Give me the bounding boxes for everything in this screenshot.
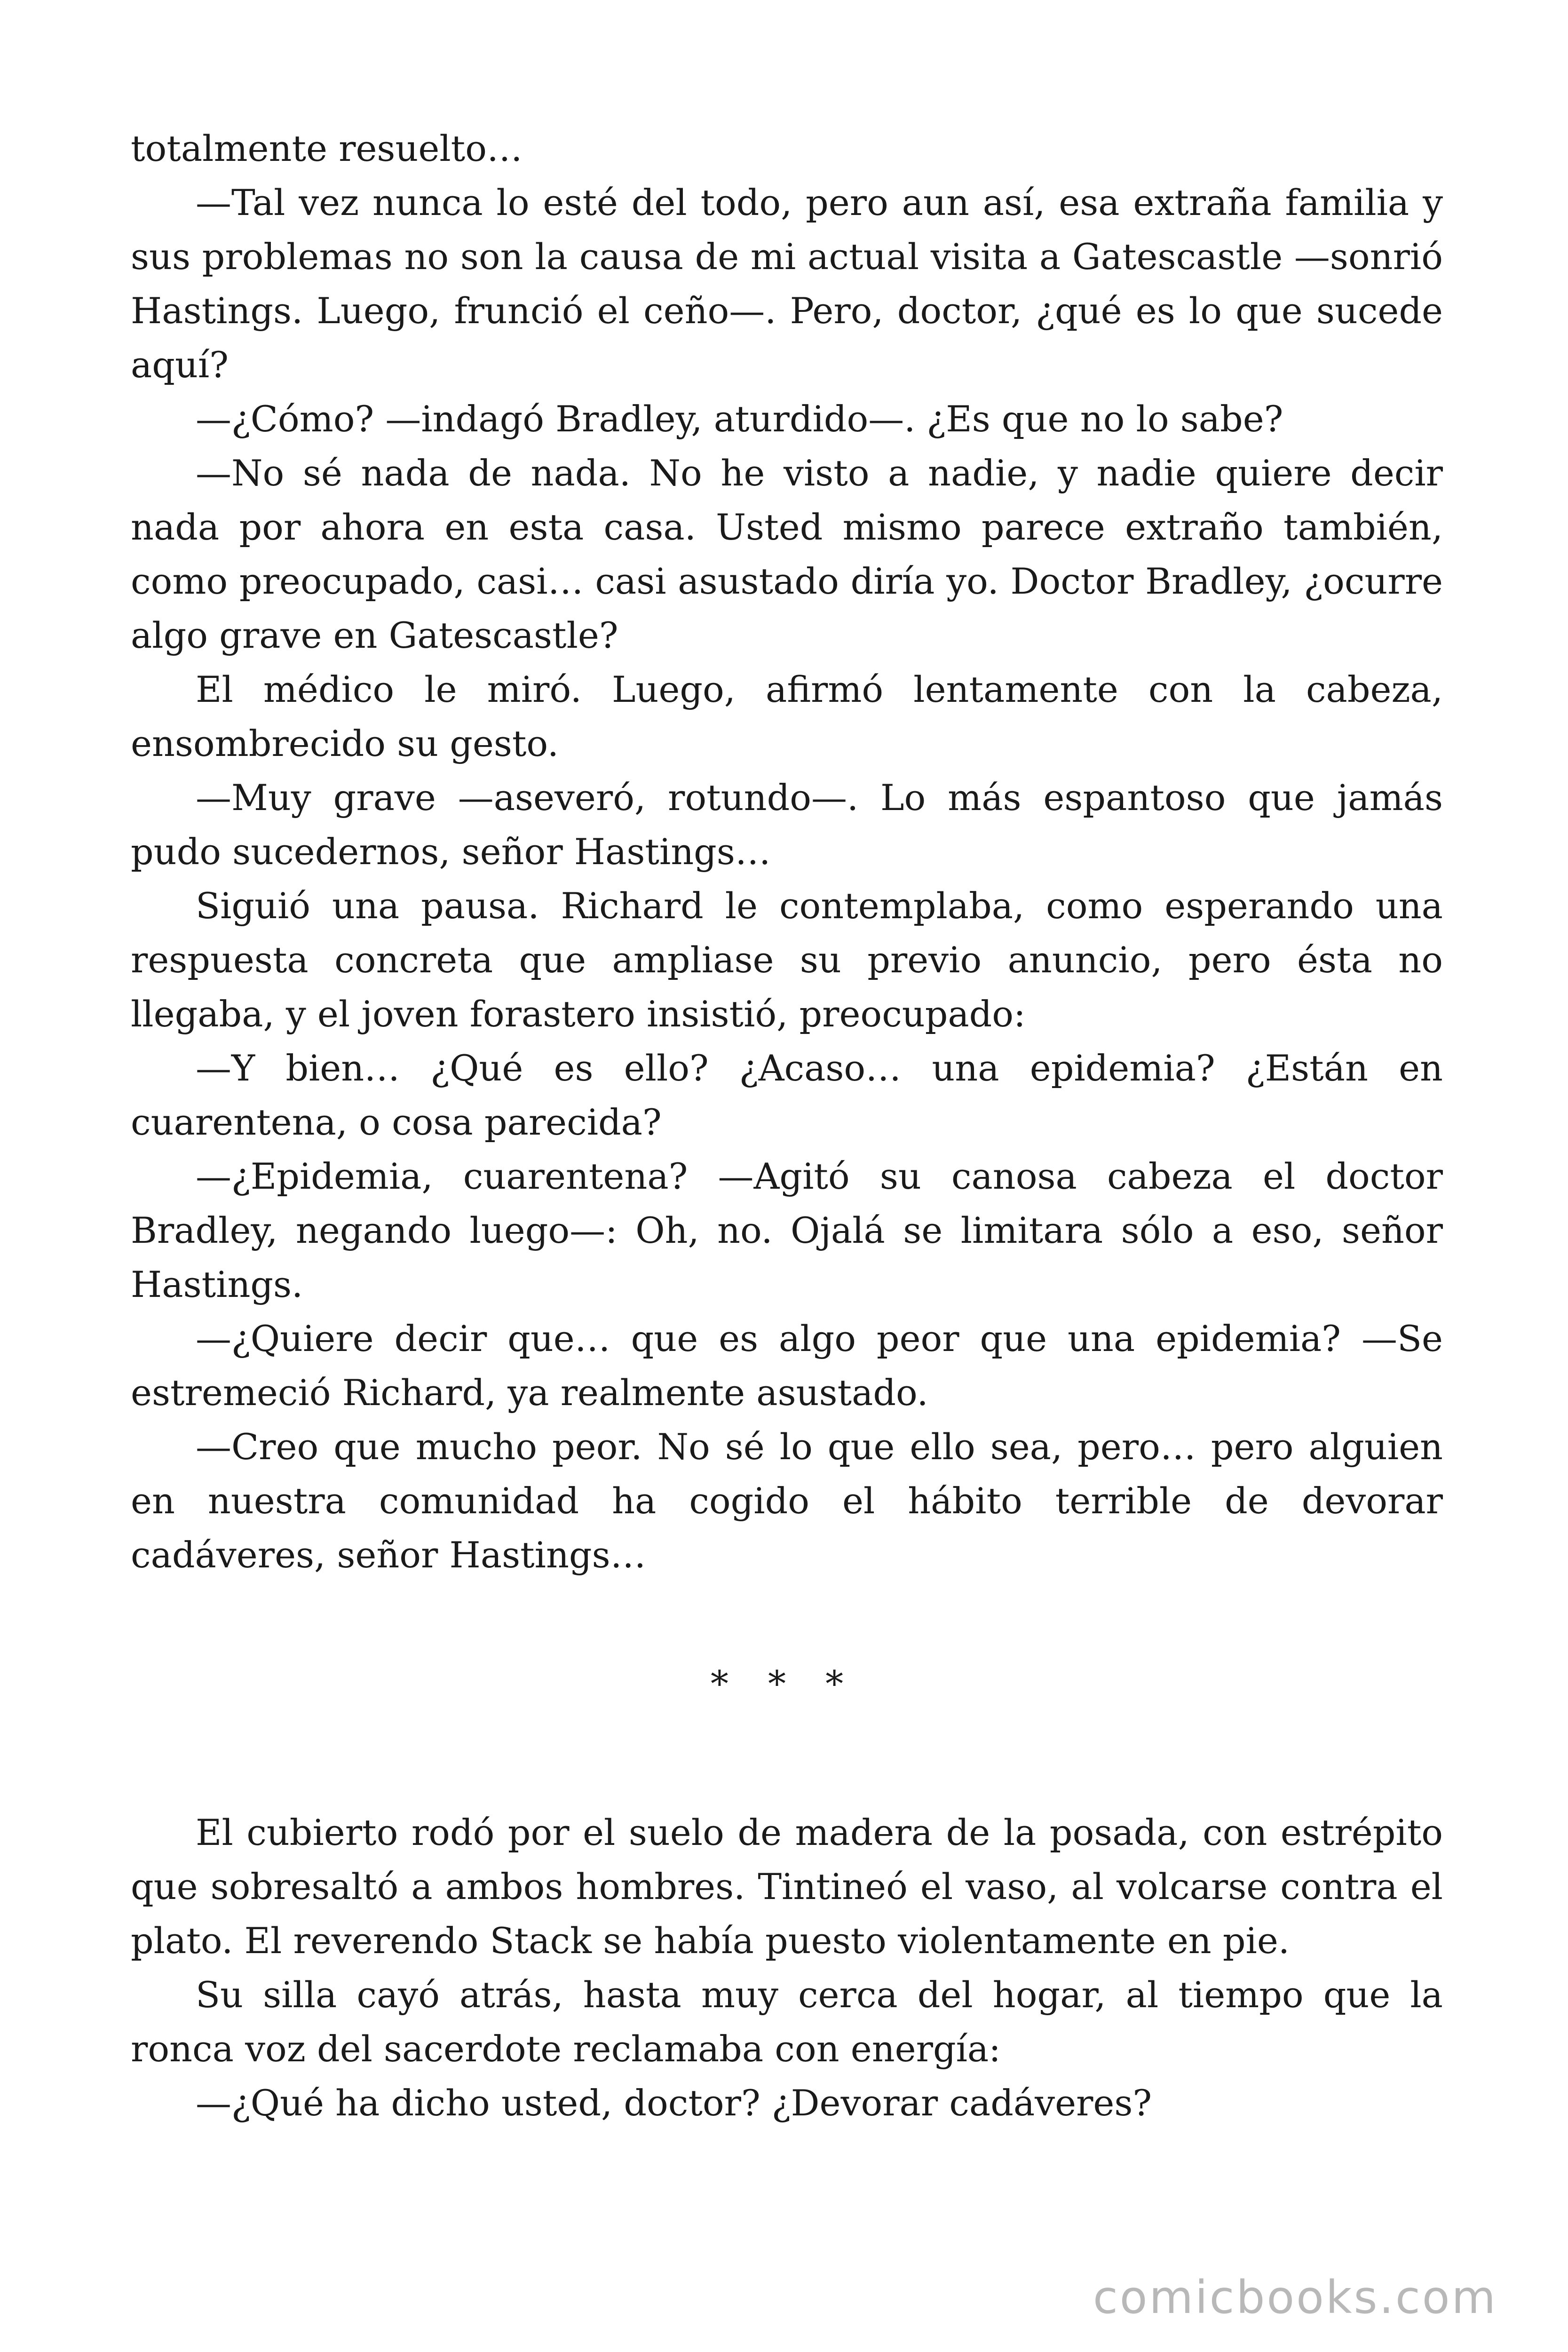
section-break: * * * (710, 1663, 858, 1705)
paragraph: —No sé nada de nada. No he visto a nadie, y nadie quiere decir nada por ahora en esta casa. Usted mismo parece extraño también, como preocupado, casi… casi asustado diría yo. Doctor Bradley, ¿ocurre algo grave en Gatescastle? (131, 452, 1443, 656)
paragraph: —Y bien… ¿Qué es ello? ¿Acaso… una epidemia? ¿Están en cuarentena, o cosa parecida? (131, 1047, 1443, 1143)
paragraph: —¿Qué ha dicho usted, doctor? ¿Devorar cadáveres? (196, 2082, 1152, 2124)
paragraph: —¿Cómo? —indagó Bradley, aturdido—. ¿Es que no lo sabe? (196, 398, 1283, 440)
paragraph: Su silla cayó atrás, hasta muy cerca del hogar, al tiempo que la ronca voz del sacerdote reclamaba con energía: (131, 1974, 1443, 2070)
paragraph: El médico le miró. Luego, afirmó lentamente con la cabeza, ensombrecido su gesto. (131, 668, 1443, 764)
watermark: comicbooks.com (1093, 2271, 1497, 2324)
paragraph: —Muy grave —aseveró, rotundo—. Lo más espantoso que jamás pudo sucedernos, señor Hastings… (131, 777, 1443, 873)
paragraph: —¿Epidemia, cuarentena? —Agitó su canosa cabeza el doctor Bradley, negando luego—: Oh, no. Ojalá se limitara sólo a eso, señor Hastings. (131, 1155, 1443, 1305)
paragraph: Siguió una pausa. Richard le contemplaba, como esperando una respuesta concreta que ampliase su previo anuncio, pero ésta no llegaba, y el joven forastero insistió, preocupado: (131, 885, 1443, 1035)
paragraph: —Tal vez nunca lo esté del todo, pero aun así, esa extraña familia y sus problemas no son la causa de mi actual visita a Gatescastle —sonrió Hastings. Luego, frunció el ceño—. Pero, doctor, ¿qué es lo que sucede aquí? (131, 182, 1443, 386)
text-block-top (131, 121, 1443, 1582)
paragraph: totalmente resuelto… (131, 127, 523, 169)
paragraph: El cubierto rodó por el suelo de madera de la posada, con estrépito que sobresaltó a ambos hombres. Tintineó el vaso, al volcarse contra el plato. El reverendo Stack se había puesto violentamente en pie. (131, 1812, 1443, 1962)
text-block-bottom (131, 1805, 1443, 2130)
paragraph: —¿Quiere decir que… que es algo peor que una epidemia? —Se estremeció Richard, ya realmente asustado. (131, 1318, 1443, 1414)
paragraph: —Creo que mucho peor. No sé lo que ello sea, pero… pero alguien en nuestra comunidad ha cogido el hábito terrible de devorar cadáveres, señor Hastings… (131, 1426, 1443, 1576)
